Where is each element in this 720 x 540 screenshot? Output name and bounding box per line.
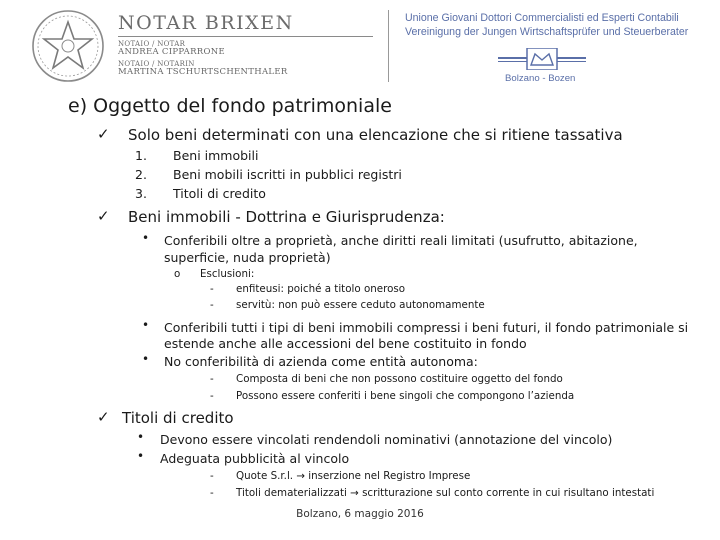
list-item: Titoli di credito (173, 186, 266, 201)
bullet-icon: • (142, 231, 150, 245)
checkmark-icon: ✓ (97, 125, 110, 143)
notaio-label-1: NOTAIO / NOTAR (118, 40, 186, 48)
list-number: 3. (135, 186, 147, 201)
footer-date: Bolzano, 6 maggio 2016 (296, 508, 424, 520)
list-number: 1. (135, 148, 147, 163)
esclusioni-label: Esclusioni: (200, 268, 255, 280)
union-city: Bolzano - Bozen (505, 73, 576, 84)
notaio-label-2: NOTAIO / NOTARIN (118, 60, 195, 68)
dash-icon: - (210, 283, 214, 295)
dash-icon: - (210, 390, 214, 402)
bullet-icon: • (142, 318, 150, 332)
conferibili-text-line-2: superficie, nuda proprietà) (164, 250, 331, 265)
checkmark-icon: ✓ (97, 408, 110, 426)
titoli-text-2: Adeguata pubblicità al vincolo (160, 451, 350, 466)
azienda-text: No conferibilità di azienda come entità autonoma: (164, 354, 478, 369)
slide-title: e) Oggetto del fondo patrimoniale (68, 95, 392, 117)
header-divider (388, 10, 389, 82)
exclusion-item: enfiteusi: poiché a titolo oneroso (236, 283, 406, 295)
union-name-it: Unione Giovani Dottori Commercialisti ed Esperti Contabili (405, 12, 679, 24)
azienda-item: Composta di beni che non possono costituire oggetto del fondo (236, 373, 563, 385)
bullet-icon: • (137, 449, 145, 463)
dash-icon: - (210, 299, 214, 311)
bullet-icon: • (142, 352, 150, 366)
beni-futuri-line-2: estende anche alle accessioni del bene costituito in fondo (164, 336, 527, 351)
header-rule (118, 36, 373, 37)
notaio-name-1: ANDREA CIPPARRONE (118, 47, 226, 57)
titoli-text-1: Devono essere vincolati rendendoli nominativi (annotazione del vincolo) (160, 432, 613, 447)
list-item: Beni immobili (173, 148, 259, 163)
dash-icon: - (210, 487, 214, 499)
titoli-sub-item: Quote S.r.l. → inserzione nel Registro Imprese (236, 470, 471, 482)
list-item: Beni mobili iscritti in pubblici registri (173, 167, 402, 182)
checkmark-icon: ✓ (97, 207, 110, 225)
bullet-icon: • (137, 430, 145, 444)
notar-brixen-title: NOTAR BRIXEN (118, 12, 294, 34)
sub-marker: o (174, 268, 181, 280)
section-3-heading: Titoli di credito (122, 409, 234, 427)
notaio-name-2: MARTINA TSCHURTSCHENTHALER (118, 67, 288, 77)
exclusion-item: servitù: non può essere ceduto autonomamente (236, 299, 485, 311)
dash-icon: - (210, 373, 214, 385)
azienda-item: Possono essere conferiti i bene singoli che compongono l’azienda (236, 390, 575, 402)
dash-icon: - (210, 470, 214, 482)
list-number: 2. (135, 167, 147, 182)
notary-seal-emblem (30, 8, 106, 84)
union-name-de: Vereinigung der Jungen Wirtschaftsprüfer und Steuerberater (405, 26, 689, 38)
conferibili-text-line-1: Conferibili oltre a proprietà, anche diritti reali limitati (usufrutto, abitazione, (164, 233, 638, 248)
beni-futuri-line-1: Conferibili tutti i tipi di beni immobili compressi i beni futuri, il fondo patrimoniale si (164, 320, 689, 335)
titoli-sub-item: Titoli dematerializzati → scritturazione sul conto corrente in cui risultano intestati (236, 487, 655, 499)
union-logo-icon (498, 48, 586, 70)
section-2-heading: Beni immobili - Dottrina e Giurisprudenza: (128, 208, 445, 226)
section-1-heading: Solo beni determinati con una elencazione che si ritiene tassativa (128, 126, 623, 144)
